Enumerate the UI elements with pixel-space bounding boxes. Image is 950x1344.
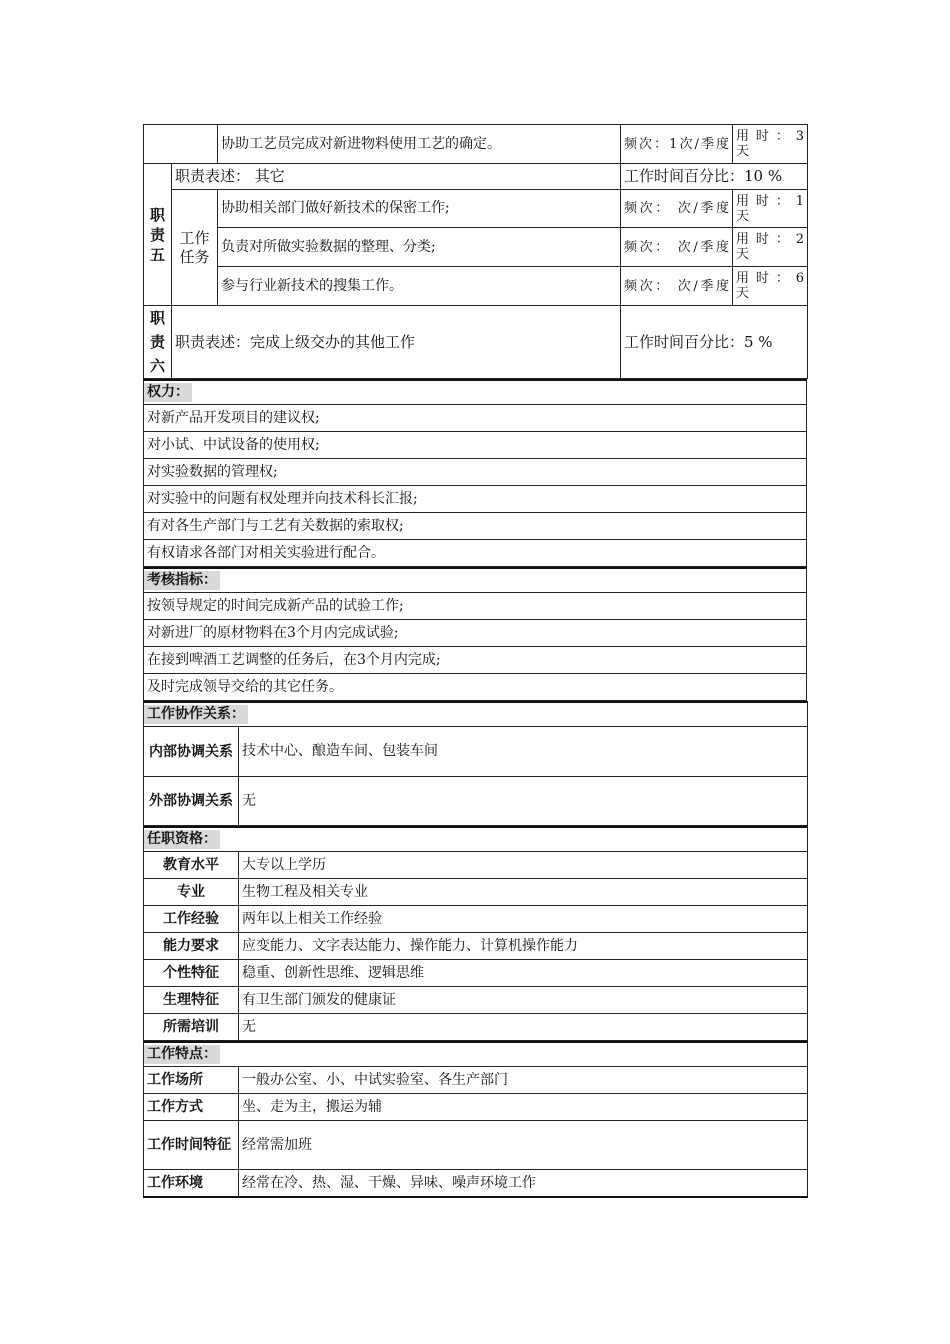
qualification-value: 有卫生部门颁发的健康证	[239, 987, 808, 1014]
qualifications-title: 任职资格：	[144, 830, 220, 849]
qualifications-section	[143, 826, 808, 1041]
kpi-item: 及时完成领导交给的其它任务。	[144, 674, 807, 701]
qualification-label: 教育水平	[144, 852, 239, 879]
duty5-label: 职责五	[144, 164, 172, 306]
feature-value: 经常在冷、热、湿、干燥、异味、噪声环境工作	[239, 1170, 808, 1198]
relations-title: 工作协作关系：	[144, 705, 248, 724]
task-frequency: 频次： 次/季度	[621, 190, 733, 228]
feature-label: 工作方式	[144, 1094, 239, 1121]
task-text: 协助相关部门做好新技术的保密工作;	[218, 190, 621, 228]
work-task-label: 工作任务	[172, 190, 218, 306]
task-text: 负责对所做实验数据的整理、分类;	[218, 228, 621, 267]
duty5-desc-row	[144, 164, 808, 190]
task-frequency: 频次： 次/季度	[621, 267, 733, 306]
task-time: 用 时 ： 2天	[733, 228, 808, 267]
power-item: 对新产品开发项目的建议权;	[144, 405, 807, 432]
feature-label: 工作场所	[144, 1067, 239, 1094]
qualification-value: 稳重、创新性思维、逻辑思维	[239, 960, 808, 987]
duty5-time-percent: 工作时间百分比：10 %	[621, 164, 808, 190]
task-frequency: 频次：1次/季度	[621, 125, 733, 164]
job-description-document	[143, 124, 807, 1198]
duty5-task-row	[144, 190, 808, 228]
external-relation-value: 无	[239, 777, 808, 826]
internal-relation-value: 技术中心、酿造车间、包装车间	[239, 727, 808, 777]
relations-section	[143, 701, 808, 826]
task-time: 用 时 ： 6天	[733, 267, 808, 306]
duty6-row	[144, 306, 808, 379]
external-relation-label: 外部协调关系	[144, 777, 239, 826]
qualification-value: 大专以上学历	[239, 852, 808, 879]
power-item: 有对各生产部门与工艺有关数据的索取权;	[144, 513, 807, 540]
kpi-item: 对新进厂的原材物料在3个月内完成试验;	[144, 620, 807, 647]
qualification-label: 所需培训	[144, 1014, 239, 1041]
task-time: 用 时 ： 3天	[733, 125, 808, 164]
qualification-value: 应变能力、文字表达能力、操作能力、计算机操作能力	[239, 933, 808, 960]
task-text: 协助工艺员完成对新进物料使用工艺的确定。	[218, 125, 621, 164]
feature-value: 一般办公室、小、中试实验室、各生产部门	[239, 1067, 808, 1094]
feature-label: 工作时间特征	[144, 1121, 239, 1170]
internal-relation-label: 内部协调关系	[144, 727, 239, 777]
duty-task-row	[144, 125, 808, 164]
features-title: 工作特点：	[144, 1045, 220, 1064]
duty6-label: 职责六	[144, 306, 172, 379]
power-item: 对小试、中试设备的使用权;	[144, 432, 807, 459]
kpi-item: 按领导规定的时间完成新产品的试验工作;	[144, 593, 807, 620]
duty5-task-row	[144, 267, 808, 306]
power-item: 有权请求各部门对相关实验进行配合。	[144, 540, 807, 567]
qualification-label: 专业	[144, 879, 239, 906]
duties-table	[143, 124, 808, 379]
feature-value: 坐、走为主，搬运为辅	[239, 1094, 808, 1121]
task-frequency: 频次： 次/季度	[621, 228, 733, 267]
power-section	[143, 379, 807, 567]
qualification-label: 生理特征	[144, 987, 239, 1014]
feature-value: 经常需加班	[239, 1121, 808, 1170]
features-section	[143, 1041, 808, 1198]
power-item: 对实验数据的管理权;	[144, 459, 807, 486]
qualification-label: 工作经验	[144, 906, 239, 933]
duty6-time-percent: 工作时间百分比：5 %	[621, 306, 808, 379]
task-text: 参与行业新技术的搜集工作。	[218, 267, 621, 306]
qualification-label: 能力要求	[144, 933, 239, 960]
qualification-value: 生物工程及相关专业	[239, 879, 808, 906]
feature-label: 工作环境	[144, 1170, 239, 1198]
qualification-label: 个性特征	[144, 960, 239, 987]
power-item: 对实验中的问题有权处理并向技术科长汇报;	[144, 486, 807, 513]
duty5-description: 职责表述： 其它	[172, 164, 621, 190]
duty6-description: 职责表述：完成上级交办的其他工作	[172, 306, 621, 379]
kpi-section	[143, 567, 807, 701]
qualification-value: 两年以上相关工作经验	[239, 906, 808, 933]
kpi-title: 考核指标：	[144, 571, 220, 590]
qualification-value: 无	[239, 1014, 808, 1041]
task-time: 用 时 ： 1天	[733, 190, 808, 228]
duty5-task-row	[144, 228, 808, 267]
kpi-item: 在接到啤酒工艺调整的任务后，在3个月内完成;	[144, 647, 807, 674]
power-title: 权力：	[144, 383, 192, 402]
